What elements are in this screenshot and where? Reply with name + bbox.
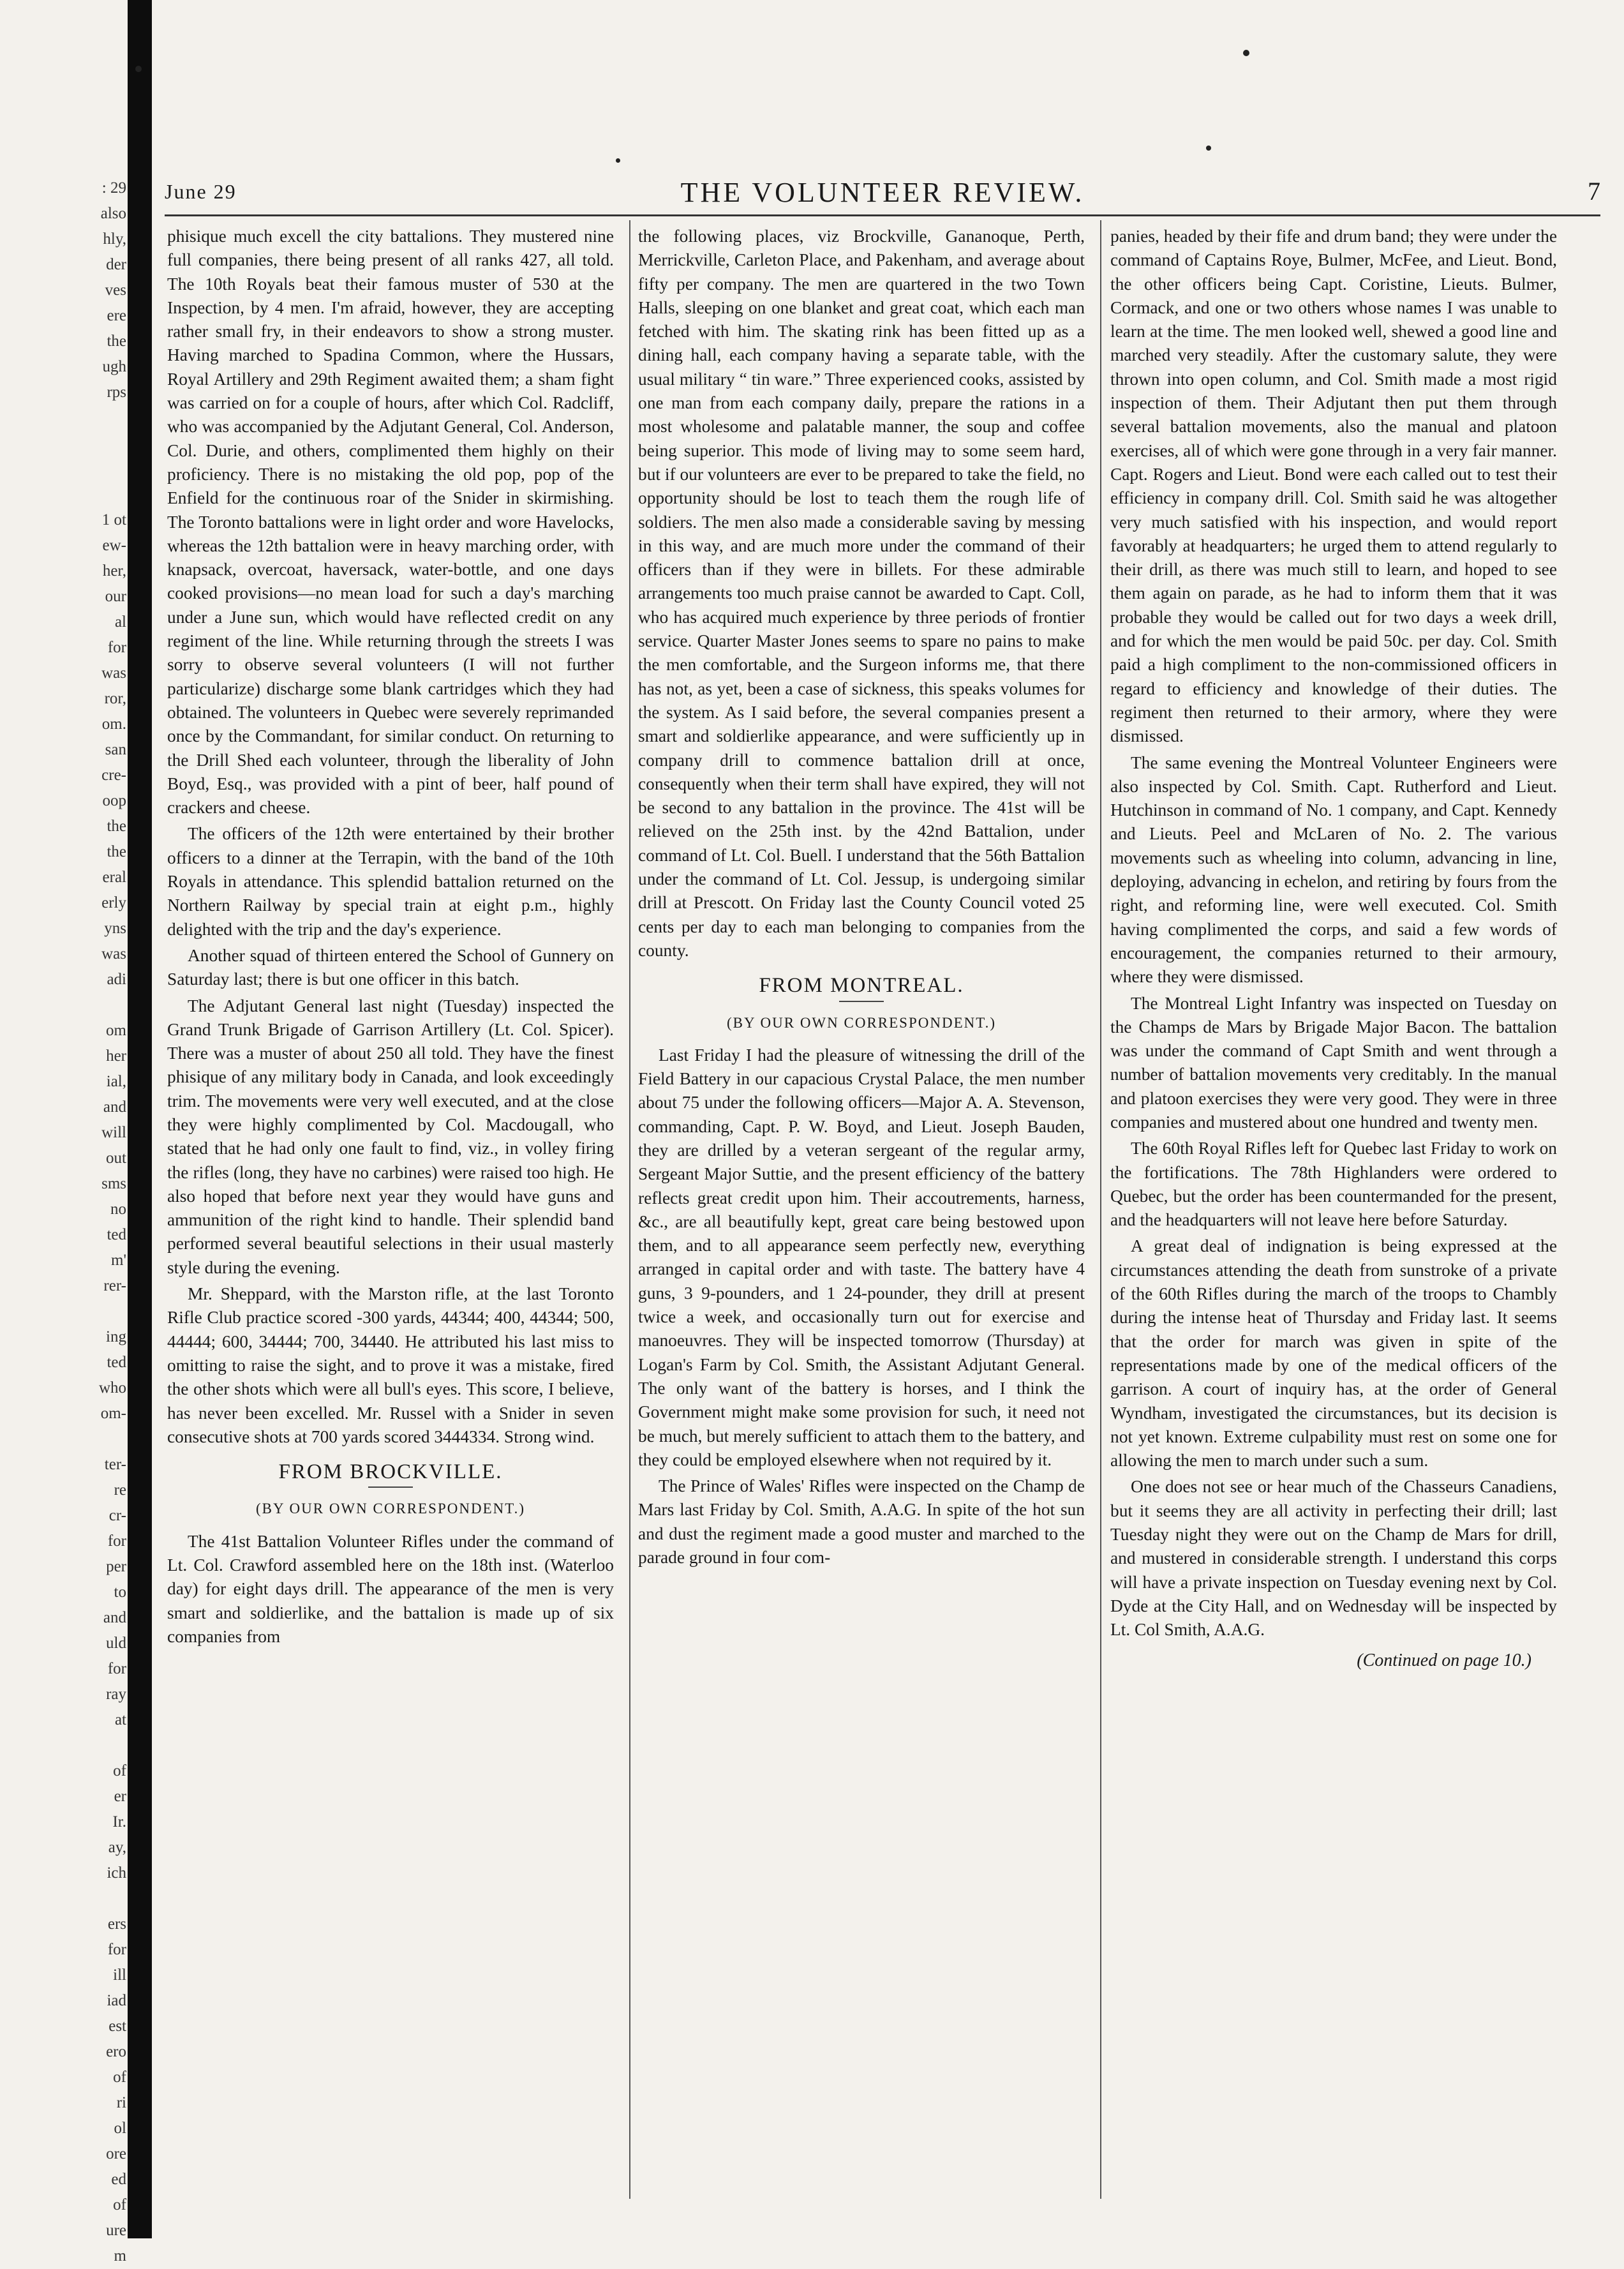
margin-fragment: for <box>107 1532 126 1550</box>
heading-rule <box>839 1001 884 1002</box>
byline-brockville: (BY OUR OWN CORRESPONDENT.) <box>256 1501 525 1517</box>
margin-fragment: hly, <box>103 230 126 248</box>
margin-fragment: iad <box>107 1992 126 2009</box>
margin-fragment: m' <box>111 1252 126 1269</box>
margin-fragment: cr- <box>108 1507 126 1524</box>
margin-fragment <box>75 992 126 1018</box>
margin-fragment: ero <box>106 2043 126 2060</box>
margin-fragment: for <box>107 1941 126 1958</box>
column-divider <box>1100 220 1101 2199</box>
margin-fragment: san <box>105 741 126 758</box>
article-paragraph: panies, headed by their fife and drum band; they were under the command of Captains Roye, Bulmer, McFee, and Lieut. Bond, the other officers being Capt. Coristine, Lieuts. Bulmer, Cormack, and one or two others whose names I was unable to learn at the time. The men looked well, shewed a good line and marched very steadily. After the customary salute, they were thrown into open column, and Col. Smith made a most rigid inspection of them. Their Adjutant then put them through several battalion movements, also the manual and platoon exercises, all of which were gone through in a very fair manner. Capt. Rogers and Lieut. Bond were each called out to test their efficiency in company drill. Col. Smith said he was altogether very much satisfied with his inspection, and would report favorably at headquarters; he urged them to attend regularly to their drill, as there was much still to learn, and hoped to see them again on parade, as he had to inform them that it was probable they would be called out for two days a week drill, and for which the men would be paid 50c. per day. Col. Smith paid a high compliment to the non-commissioned officers in regard to efficiency and knowledge of their duties. The regiment then returned to their armory, where they were dismissed. <box>1110 227 1557 746</box>
margin-fragment: ew- <box>102 537 126 554</box>
margin-fragment: er <box>114 1788 126 1805</box>
article-paragraph: the following places, viz Brockville, Gananoque, Perth, Merrickville, Carleton Place, and Pakenham, and average about fifty per company. The men are quartered in the two Town Halls, sleeping on one blanket and great coat, which each man fetched with him. The skating rink has been fitted up as a dining hall, each company having a separate table, with the usual military “ tin ware.” Three experienced cooks, assisted by one man from each company daily, prepare the rations in a most wholesome and palatable manner, the soup and coffee being superior. This mode of living may to some seem hard, but if our volunteers are ever to be prepared to take the field, no opportunity should be lost to teach them the rough life of soldiers. The men also made a considerable saving by messing in this way, and are much more under the command of their officers than if they were in billets. For these admirable arrangements too much praise cannot be awarded to Capt. Coll, who has acquired much experience by three periods of frontier service. Quarter Master Jones seems to spare no pains to make the men comfortable, and the Surgeon informs me, that there has not, as yet, been a case of sickness, this speaks volumes for the system. As I said before, the several companies present a smart and soldierlike appearance, and were sufficiently up in company drill to commence battalion drill at once, consequently when their term shall have expired, they will not be second to any battalion in the province. The 41st will be relieved on the 25th inst. by the 42nd Battalion, under command of Lt. Col. Buell. I understand that the 56th Battalion under the command of Lt. Col. Jessup, is undergoing similar drill at Prescott. On Friday last the County Council voted 25 cents per day to each man belonging to companies from the county. <box>638 227 1085 960</box>
print-speck <box>1206 146 1211 151</box>
margin-fragment <box>75 1886 126 1912</box>
margin-fragment: 1 ot <box>101 511 126 528</box>
margin-fragment: out <box>106 1149 126 1167</box>
header-rule <box>165 214 1600 216</box>
margin-fragment: ray <box>106 1686 126 1703</box>
margin-fragment <box>75 1299 126 1324</box>
margin-fragment: rps <box>107 384 126 401</box>
heading-rule <box>368 1486 413 1488</box>
margin-fragment: ing <box>106 1328 126 1345</box>
column-3 <box>1110 225 1557 2197</box>
margin-fragment: the <box>107 333 126 350</box>
margin-fragment: re <box>114 1481 126 1499</box>
article-paragraph: A great deal of indignation is being expressed at the circumstances attending the death from sunstroke of a private of the 60th Rifles during the march of the troops to Chambly during the intense heat of Thursday and Friday last. It seems that the order for march was given in spite of the representations made by one of the medical officers of the garrison. A court of inquiry has, at the order of General Wyndham, investigated the circumstances, but its decision is not yet known. Extreme culpability must rest on some one for allowing the men to march under such a sum. <box>1110 1236 1557 1471</box>
margin-fragment: sms <box>101 1175 126 1192</box>
brockville-article-body <box>167 1530 614 1649</box>
margin-fragment: of <box>113 2196 126 2213</box>
margin-fragment: ill <box>113 1966 126 1984</box>
margin-fragment: cre- <box>101 767 126 784</box>
section-heading-montreal: FROM MONTREAL. <box>759 974 964 998</box>
margin-fragment: will <box>101 1124 126 1141</box>
margin-fragment <box>75 482 126 507</box>
adjacent-page-fragments <box>75 176 126 2269</box>
article-paragraph: Another squad of thirteen entered the School of Gunnery on Saturday last; there is but one officer in this batch. <box>167 945 614 989</box>
column-1 <box>167 225 614 2197</box>
binding-shadow <box>128 0 152 2238</box>
margin-fragment: oop <box>102 792 126 809</box>
article-paragraph: Mr. Sheppard, with the Marston rifle, at the last Toronto Rifle Club practice scored -300 yards, 44344; 400, 44344; 500, 44444; 600, 34444; 700, 34440. He attributed his last miss to omitting to raise the sight, and to prove it was a mistake, fired the other shots which were all bull's eyes. This score, I believe, has never been excelled. Mr. Russel with a Snider in seven consecutive shots at 700 yards scored 3444334. Strong wind. <box>167 1284 614 1446</box>
margin-fragment <box>75 456 126 482</box>
column-2 <box>638 225 1085 2197</box>
margin-fragment: om- <box>100 1405 126 1422</box>
margin-fragment: and <box>103 1098 126 1116</box>
margin-fragment: : 29 <box>101 179 126 197</box>
margin-fragment: om. <box>101 715 126 733</box>
article-paragraph: The Prince of Wales' Rifles were inspected on the Champ de Mars last Friday by Col. Smith, A.A.G. In spite of the hot sun and dust the regiment made a good muster and marched to the parade ground in four com- <box>638 1476 1085 1568</box>
margin-fragment: of <box>113 1762 126 1779</box>
margin-fragment: Ir. <box>112 1813 126 1831</box>
margin-fragment <box>75 431 126 456</box>
margin-fragment: per <box>106 1558 126 1575</box>
continued-note: (Continued on page 10.) <box>1357 1650 1531 1670</box>
margin-fragment: ri <box>116 2094 126 2111</box>
column-divider <box>629 220 630 2199</box>
byline-montreal: (BY OUR OWN CORRESPONDENT.) <box>727 1014 996 1031</box>
margin-fragment: the <box>107 818 126 835</box>
margin-fragment: and <box>103 1609 126 1626</box>
article-paragraph: Last Friday I had the pleasure of witnessing the drill of the Field Battery in our capacious Crystal Palace, the men number about 75 under the following officers—Major A. A. Stevenson, commanding, Capt. P. W. Boyd, and Lieut. Joseph Bauden, they are drilled by a veteran sergeant of the regular army, Sergeant Major Suttie, and the present efficiency of the battery reflects great credit upon him. Their accoutrements, harness, &c., are all beautifully kept, great care being bestowed upon them, and to all appearance seem perfectly new, everything arranged in capital order and with taste. The battery have 4 guns, 3 9-pounders, and 1 24-pounder, they drill at present twice a week, and occasionally turn out for exercise and manoeuvres. They will be inspected tomorrow (Thursday) at Logan's Farm by Col. Smith, the Assistant Adjutant General. The only want of the battery is horses, and I think the Government might make some provision for such, it need not be much, but merely sufficient to attach them to the battery, and they could be employed elsewhere when not required by it. <box>638 1045 1085 1469</box>
margin-fragment: her <box>106 1047 126 1065</box>
page-number: 7 <box>1588 177 1600 206</box>
margin-fragment: eral <box>102 869 126 886</box>
margin-fragment: m <box>114 2247 126 2265</box>
margin-fragment: adi <box>107 971 126 988</box>
margin-fragment: for <box>107 639 126 656</box>
margin-fragment: ted <box>107 1354 126 1371</box>
margin-fragment: uld <box>106 1635 126 1652</box>
margin-fragment: ed <box>111 2171 126 2188</box>
article-paragraph: The 41st Battalion Volunteer Rifles under the command of Lt. Col. Crawford assembled here on the 18th inst. (Waterloo day) for eight days drill. The appearance of the men is very smart and soldierlike, and the battalion is made up of six companies from <box>167 1531 614 1646</box>
margin-fragment: rer- <box>103 1277 126 1294</box>
margin-fragment: to <box>114 1584 126 1601</box>
margin-fragment: for <box>107 1660 126 1677</box>
margin-fragment: was <box>101 664 126 682</box>
article-paragraph: phisique much excell the city battalions. They mustered nine full companies, there being present of all ranks 427, all told. The 10th Royals beat their famous muster of 530 at the Inspection, by 4 men. I'm afraid, however, they are accepting rather small fry, in their endeavors to show a strong muster. Having marched to Spadina Common, where the Hussars, Royal Artillery and 29th Regiment awaited them; a sham fight was carried on for a couple of hours, after which Col. Radcliff, who was accompanied by the Adjutant General, Col. Anderson, Col. Durie, and others, complimented them highly on their proficiency. There is no mistaking the old pop, pop of the Enfield for the continuous roar of the Snider in skirmishing. The Toronto battalions were in light order and wore Havelocks, whereas the 12th battalion were in heavy marching order, with knapsack, overcoat, haversack, water-bottle, and one days cooked provisions—no mean load for such a day's marching under a June sun, which would have reflected credit on any regiment of the line. While returning through the streets I was sorry to observe several volunteers (I will not further particularize) discharge some blank cartridges which they had obtained. The volunteers in Quebec were severely reprimanded once by the Commandant, for similar conduct. On returning to the Drill Shed each volunteer, through the liberality of John Boyd, Esq., was provided with a pint of beer, half pound of crackers and cheese. <box>167 227 614 818</box>
masthead-title: THE VOLUNTEER REVIEW. <box>680 177 1085 208</box>
margin-fragment: ted <box>107 1226 126 1243</box>
print-speck <box>1243 50 1249 56</box>
margin-fragment: ay, <box>108 1839 126 1856</box>
article-paragraph: The 60th Royal Rifles left for Quebec last Friday to work on the fortifications. The 78th Highlanders were ordered to Quebec, but the order has been countermanded for the present, and the headquarters will not leave here before Saturday. <box>1110 1139 1557 1230</box>
article-paragraph: The same evening the Montreal Volunteer Engineers were also inspected by Col. Smith. Capt. Rutherford and Lieut. Hutchinson in command of No. 1 company, and Capt. Kennedy and Lieuts. Peel and McLaren of No. 2. The various movements such as wheeling into column, advancing in line, deploying, advancing in echelon, and retiring by fours from the right, and reforming line, were well executed. Col. Smith having complimented the corps, and said a few words of encouragement, the companies returned to their armoury, where they were dismissed. <box>1110 753 1557 987</box>
margin-fragment: no <box>110 1201 126 1218</box>
print-speck <box>135 66 142 72</box>
margin-fragment: the <box>107 843 126 860</box>
margin-fragment: ves <box>105 281 126 299</box>
section-heading-brockville: FROM BROCKVILLE. <box>278 1460 503 1484</box>
header-date: June 29 <box>165 180 237 203</box>
margin-fragment <box>75 1733 126 1758</box>
margin-fragment: ere <box>107 307 126 324</box>
margin-fragment: al <box>114 613 126 631</box>
margin-fragment: ter- <box>104 1456 126 1473</box>
column-2-body <box>638 225 1085 962</box>
margin-fragment <box>75 405 126 431</box>
margin-fragment: erly <box>101 894 126 911</box>
montreal-article-body <box>638 1044 1085 1570</box>
margin-fragment: est <box>108 2018 126 2035</box>
margin-fragment: ore <box>106 2145 126 2162</box>
margin-fragment: ol <box>114 2120 126 2137</box>
margin-fragment: was <box>101 945 126 962</box>
print-speck <box>616 158 620 163</box>
margin-fragment: ial, <box>106 1073 126 1090</box>
margin-fragment: ers <box>107 1915 126 1933</box>
margin-fragment: ich <box>107 1864 126 1882</box>
column-3-body <box>1110 225 1557 1642</box>
margin-fragment: ugh <box>102 358 126 375</box>
article-paragraph: The Montreal Light Infantry was inspected on Tuesday on the Champs de Mars by Brigade Major Bacon. The battalion was under the command of Capt Smith and went through a number of battalion movements very creditably. In the manual and platoon exercises they were very good. They were in three companies and mustered about one hundred and twenty men. <box>1110 993 1557 1132</box>
margin-fragment: her, <box>102 562 126 580</box>
running-header <box>165 172 1600 211</box>
margin-fragment <box>75 1427 126 1452</box>
margin-fragment: also <box>100 205 126 222</box>
margin-fragment: yns <box>104 920 126 937</box>
margin-fragment: who <box>98 1379 126 1397</box>
margin-fragment: der <box>106 256 126 273</box>
margin-fragment: ure <box>106 2222 126 2239</box>
margin-fragment: at <box>114 1711 126 1728</box>
margin-fragment: our <box>105 588 126 605</box>
article-paragraph: The officers of the 12th were entertained by their brother officers to a dinner at the Terrapin, with the band of the 10th Royals in attendance. This splendid battalion returned on the Northern Railway by special train at eight p.m., highly delighted with the trip and the day's experience. <box>167 824 614 939</box>
binding-margin <box>0 0 160 2265</box>
margin-fragment: of <box>113 2069 126 2086</box>
article-paragraph: The Adjutant General last night (Tuesday) inspected the Grand Trunk Brigade of Garrison Artillery (Lt. Col. Spicer). There was a muster of about 250 all told. They have the finest phisique of any military body in Canada, and look exceedingly trim. The movements were very well executed, and at the close they were highly complimented by Col. Macdougall, who stated that he had only one fault to find, viz., in volley firing the rifles (long, they have no carbines) were raised too high. He also hoped that before next year they would have guns and ammunition of the right kind to handle. Their splendid band performed several beautiful selections in their usual masterly style during the evening. <box>167 996 614 1277</box>
margin-fragment: ror, <box>104 690 126 707</box>
margin-fragment: om <box>106 1022 126 1039</box>
column-1-body <box>167 225 614 1449</box>
article-paragraph: One does not see or hear much of the Chasseurs Canadiens, but it seems they are all activity in perfecting their drill; last Tuesday night they were out on the Champ de Mars for drill, and mustered in considerable strength. I understand this corps will have a private inspection on Tuesday evening next by Col. Dyde at the City Hall, and on Wednesday will be inspected by Lt. Col Smith, A.A.G. <box>1110 1477 1557 1640</box>
